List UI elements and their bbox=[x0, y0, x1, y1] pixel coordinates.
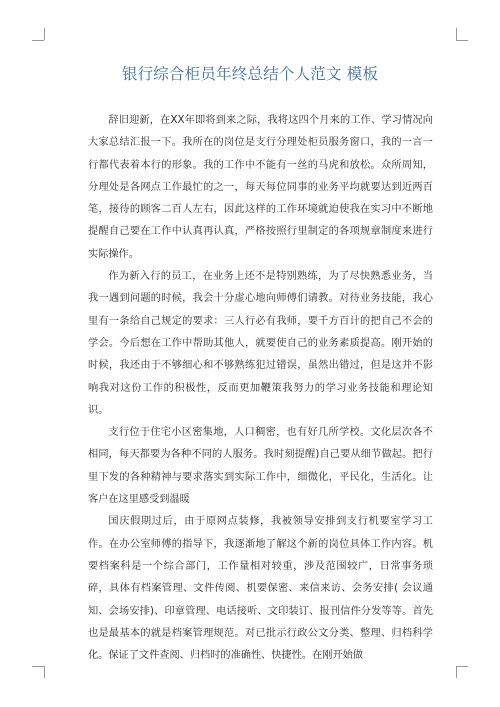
crop-mark-bottom-right-h bbox=[456, 666, 468, 667]
paragraph-1: 辞旧迎新，在XX年即将到来之际，我将这四个月来的工作、学习情况向大家总结汇报一下。我所在的岗位是支行分理处柜员服务窗口，我的一言一行都代表着本行的形象。我的工作中不能有一丝的马虎和放松。众所周知，分理处是各网点工作最忙的之一，每天每位同事的业务平均就要达到近两百笔，接待的顾客二百人左右，因此这样的工作环境就迫使我在实习中不断地提醒自己要在工作中认真再认真，严格按照行里制定的各项规章制度来进行实际操作。 bbox=[88, 115, 433, 260]
crop-mark-bottom-left-h bbox=[32, 666, 44, 667]
crop-mark-top-left-v bbox=[44, 28, 45, 40]
document-title: 银行综合柜员年终总结个人范文 模板 bbox=[121, 65, 379, 83]
paragraph-3: 支行位于住宅小区密集地，人口稠密，也有好几所学校。文化层次各不相同，每天都要为各种不同的人服务。我时刻提醒)自己要从细节做起。把行里下发的各种精神与要求落实到实际工作中，细微化，平民化，生活化。让客户在这里感受到温暖 bbox=[88, 427, 433, 506]
crop-mark-top-left-h bbox=[32, 40, 44, 41]
paragraph-2: 作为新入行的员工，在业务上还不是特别熟练，为了尽快熟悉业务，当我一遇到问题的时候，我会十分虚心地向师傅们请教。对待业务技能，我心里有一条给自己规定的要求：三人行必有我师，要千方百计的把自己不会的学会。今后想在工作中帮助其他人，就要使自己的业务素质提高。刚开始的时候，我还由于不够细心和不够熟练犯过错误，虽然出错过，但是这并不影响我对这份工作的积极性，反而更加鞭策我努力的学习业务技能和理论知识。 bbox=[88, 271, 433, 416]
crop-mark-bottom-left-v bbox=[44, 666, 45, 678]
paragraph-4: 国庆假期过后，由于原网点装修，我被领导安排到支行机要室学习工作。在办公室师傅的指导下，我逐渐地了解这个新的岗位具体工作内容。机要档案科是一个综合部门，工作量相对较重，涉及范围较广，日常事务琐碎，具体有档案管理、文件传阅、机要保密、来信来访、会务安排( 会议通知、会场安排)、印章管理、电话接听、文印装订、报刊信件分发等等。首先也是最基本的就是档案管理规范。对已批示行政公文分类、整理、归档科学化。保证了文件查阅、归档时的准确性、快捷性。在刚开始做 bbox=[88, 516, 433, 662]
document-body bbox=[88, 110, 433, 667]
crop-mark-bottom-right-v bbox=[456, 666, 457, 678]
crop-mark-top-right-v bbox=[456, 28, 457, 40]
crop-mark-top-right-h bbox=[456, 40, 468, 41]
